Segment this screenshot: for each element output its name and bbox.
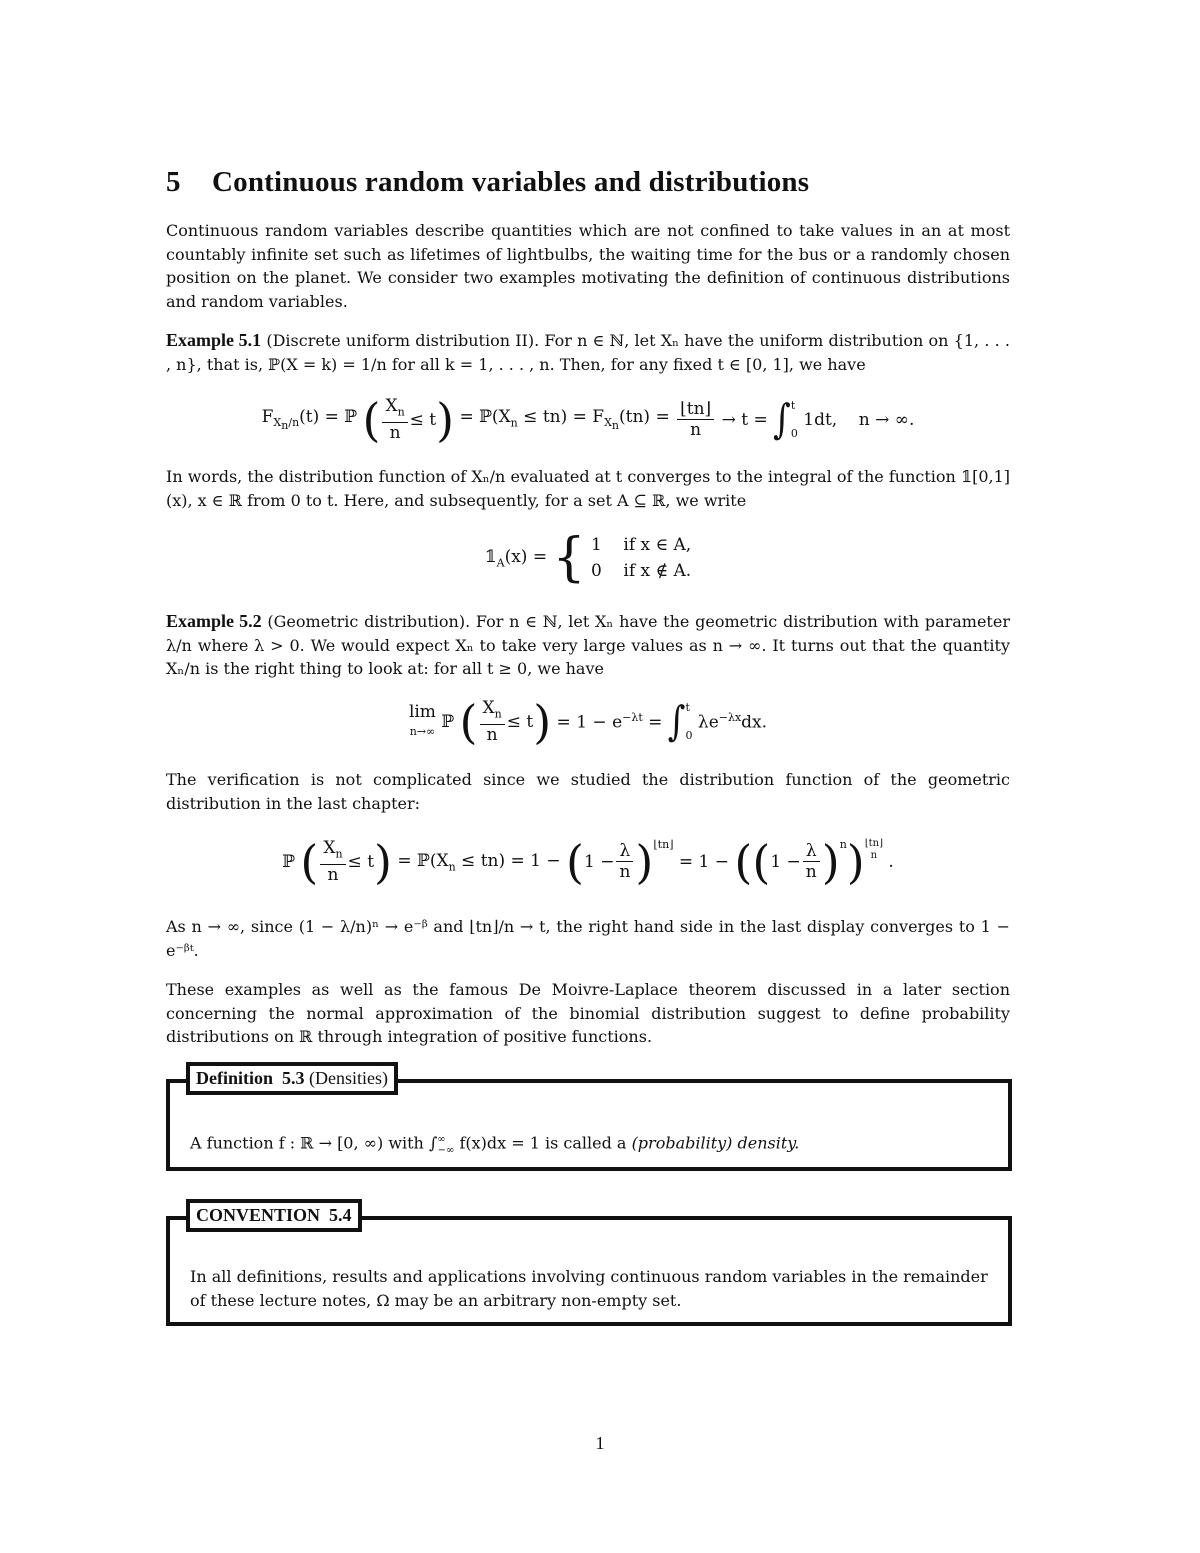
example-5-2-label: Example 5.2 (166, 611, 262, 631)
section-title-text: Continuous random variables and distributions (212, 166, 810, 198)
equation-indicator: $𝟙_A(x)$ = { 1 if x ∈ A, 0 if x ∉ A. (484, 528, 692, 588)
definition-label-text: Definition (196, 1068, 274, 1088)
example-5-1-after: In words, the distribution function of Xₙ/n evaluated at t converges to the integral of the function 𝟙[0,1](x), x ∈ ℝ from 0 to t. Here, and subsequently, for a set A ⊆ ℝ, we write (166, 467, 1010, 510)
equation-verification: ℙ ( $\frac{X_n}{n}$ ≤ $t) = ℙ(X_n \le tn) = 1 - (1$ − $\frac{\lambda}{n}$ )⌊tn⌋ = 1 − ((1 − $\frac{\lambda}{n}$ )n)⌊tn⌋ n . (282, 834, 894, 889)
equation-geometric-limit: lim n→∞ ℙ ( $\frac{X_n}{n}$ ≤ $t) = 1 - e^{-\lambda t} = \int t$ 0 $\lambda e^{-\lambda x}dx$. (408, 694, 768, 749)
definition-text: A function f : ℝ → [0, ∞) with $\int^\infty_{-\infty}$ f(x)dx = 1 is called a (probability) density. (190, 1133, 800, 1156)
equation-uniform-limit: $F_{X_n/n}(t)$ = ℙ ( $\frac{X_n}{n}$ ≤ $t) = ℙ(X_n \le tn) = F_{X_n}(tn)$ = $\frac{⌊tn⌋}{n}$ → t = ∫t 0 1dt, n → ∞. (261, 392, 915, 447)
definition-label (186, 1062, 398, 1095)
convention-label (186, 1199, 362, 1232)
convention-label-text: CONVENTION (196, 1205, 321, 1225)
example-5-1 (166, 329, 1010, 376)
as-n-paragraph: As n → ∞, since (1 − λ/n)ⁿ → e⁻ᵝ and ⌊tn⌋/n → t, the right hand side in the last display converges to 1 − e⁻ᵝᵗ. (166, 917, 1010, 960)
example-5-1-label: Example 5.1 (166, 330, 262, 350)
definition-text-after: f(x)dx = 1 is called a (459, 1133, 627, 1153)
convention-number: 5.4 (329, 1205, 352, 1225)
definition-term: (probability) density. (631, 1133, 800, 1153)
definition-number: 5.3 (282, 1068, 305, 1088)
definition-name: (Densities) (309, 1068, 388, 1088)
example-5-2 (166, 610, 1010, 681)
intro-paragraph: Continuous random variables describe quantities which are not confined to take values in an at most countably infinite set such as lifetimes of lightbulbs, the waiting time for the bus or a randomly chosen position on the planet. We consider two examples motivating the definition of continuous distributions and random variables. (166, 221, 1010, 311)
page-number: 1 (595, 1433, 605, 1453)
section-number: 5 (166, 166, 181, 198)
indicator-case-2: 0 if x ∉ A. (590, 561, 692, 581)
closing-paragraph: These examples as well as the famous De Moivre-Laplace theorem discussed in a later section concerning the normal approximation of the binomial distribution suggest to define probability distributions on ℝ through integration of positive functions. (166, 980, 1010, 1046)
convention-text: In all definitions, results and applications involving continuous random variables in the remainder of these lecture notes, Ω may be an arbitrary non-empty set. (190, 1267, 988, 1310)
example-5-1-text: (Discrete uniform distribution II). For n ∈ ℕ, let Xₙ have the uniform distribution on {1, . . . , n}, that is, ℙ(X = k) = 1/n for all k = 1, . . . , n. Then, for any fixed t ∈ [0, 1], we have (166, 331, 1010, 374)
indicator-case-1: 1 if x ∈ A, (590, 535, 692, 555)
definition-text-before: A function f : ℝ → [0, ∞) with ∫ (190, 1133, 438, 1153)
example-5-2-text: (Geometric distribution). For n ∈ ℕ, let Xₙ have the geometric distribution with parameter λ/n where λ > 0. We would expect Xₙ to take very large values as n → ∞. It turns out that the quantity Xₙ/n is the right thing to look at: for all t ≥ 0, we have (166, 612, 1010, 678)
verification-paragraph: The verification is not complicated since we studied the distribution function of the geometric distribution in the last chapter: (166, 770, 1010, 813)
section-title (166, 166, 809, 199)
